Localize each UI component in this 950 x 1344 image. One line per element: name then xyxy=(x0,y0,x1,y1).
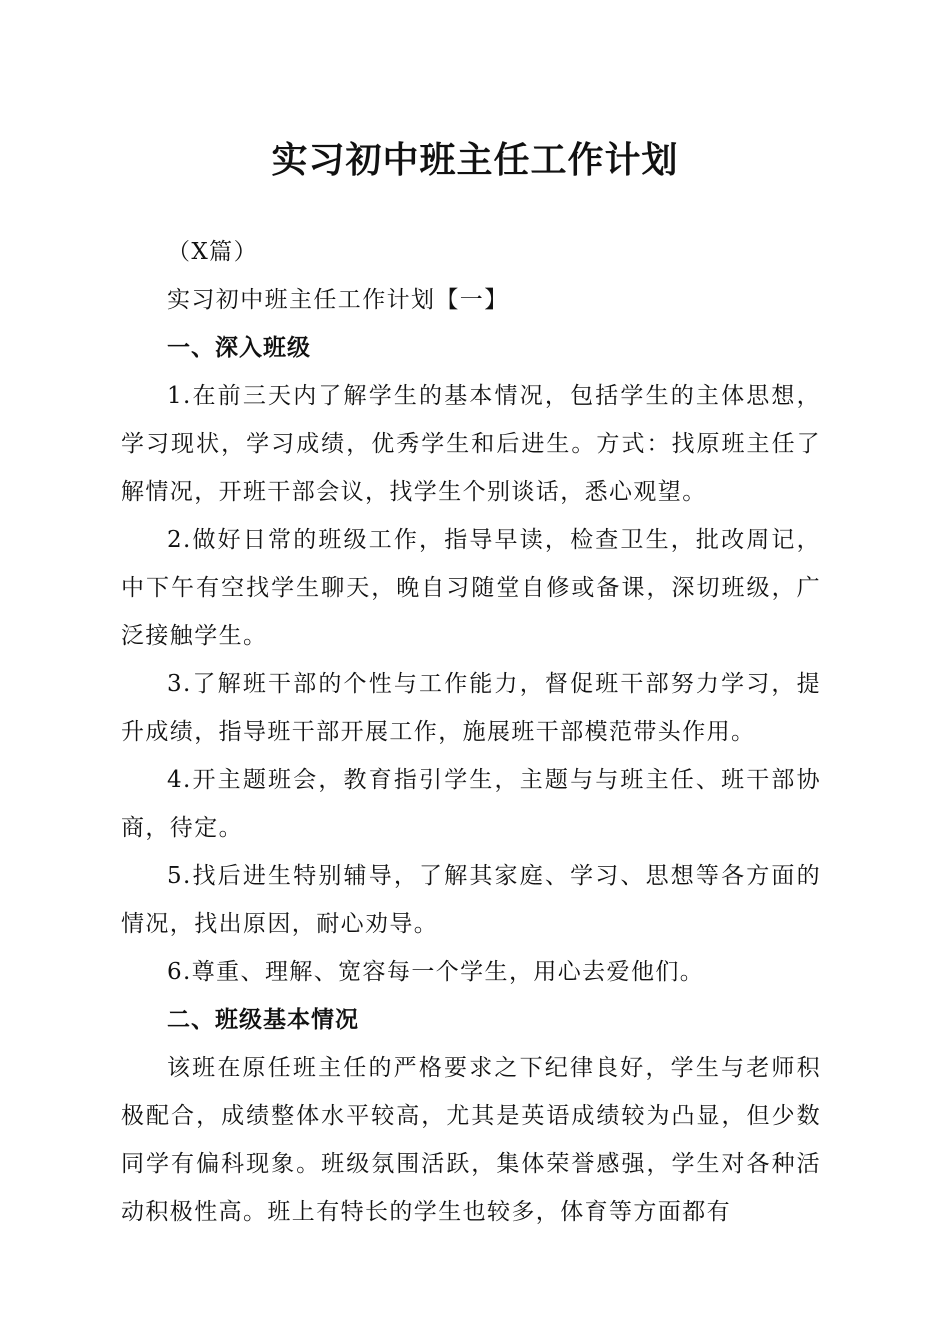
section-1-paragraph-2: 2.做好日常的班级工作，指导早读，检查卫生，批改周记，中下午有空找学生聊天，晚自习随堂自修或备课，深切班级，广泛接触学生。 xyxy=(121,527,821,649)
document-subtitle: 实习初中班主任工作计划【一】 xyxy=(167,287,509,313)
section-2-paragraph-1: 该班在原任班主任的严格要求之下纪律良好，学生与老师积极配合，成绩整体水平较高，尤其是英语成绩较为凸显，但少数同学有偏科现象。班级氛围活跃，集体荣誉感强，学生对各种活动积极性高。班上有特长的学生也较多，体育等方面都有 xyxy=(121,1055,821,1225)
section-1-paragraph-1: 1.在前三天内了解学生的基本情况，包括学生的主体思想，学习现状，学习成绩，优秀学生和后进生。方式：找原班主任了解情况，开班干部会议，找学生个别谈话，悉心观望。 xyxy=(121,383,821,505)
section-1-paragraph-4: 4.开主题班会，教育指引学生，主题与与班主任、班干部协商，待定。 xyxy=(121,767,821,841)
variant-note: （X篇） xyxy=(167,239,258,265)
section-1-paragraph-3: 3.了解班干部的个性与工作能力，督促班干部努力学习，提升成绩，指导班干部开展工作，施展班干部模范带头作用。 xyxy=(121,671,821,745)
section-heading-1: 一、深入班级 xyxy=(167,335,311,361)
document-body xyxy=(121,228,821,1236)
section-1-paragraph-5: 5.找后进生特别辅导，了解其家庭、学习、思想等各方面的情况，找出原因，耐心劝导。 xyxy=(121,863,821,937)
section-1-paragraph-6: 6.尊重、理解、宽容每一个学生，用心去爱他们。 xyxy=(167,959,705,985)
section-heading-2: 二、班级基本情况 xyxy=(167,1007,359,1033)
document-title: 实习初中班主任工作计划 xyxy=(271,139,679,181)
